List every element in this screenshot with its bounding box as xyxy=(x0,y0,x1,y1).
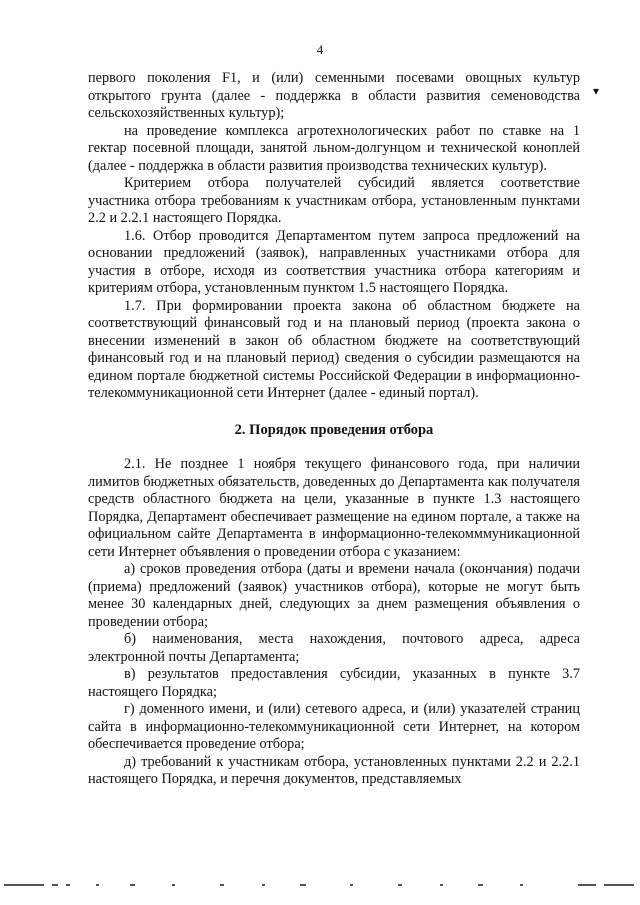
paragraph: 1.7. При формировании проекта закона об областном бюджете на соответствующий финансовый год и на плановый период (проекта закона о внесении изменений в закон об областном бюджете на соответствующий финансовый год и на плановый период) сведения о субсидии размещаются на едином портале бюджетной системы Российской Федерации в информационно-телекоммуникационной сети Интернет (далее - единый портал). xyxy=(88,297,580,401)
paragraph: первого поколения F1, и (или) семенными посевами овощных культур открытого грунта (далее - поддержка в области развития семеноводства сельскохозяйственных культур); xyxy=(88,70,580,121)
page-number: 4 xyxy=(316,42,324,57)
list-item: г) доменного имени, и (или) сетевого адреса, и (или) указателей страниц сайта в информационно-телекоммуникационной сети Интернет, на котором обеспечивается проведение отбора; xyxy=(88,701,580,752)
list-item: а) сроков проведения отбора (даты и времени начала (окончания) подачи (приема) предложений (заявок) участников отбора), которые не могут быть менее 30 календарных дней, следующих за днем размещения объявления о проведении отбора; xyxy=(88,561,580,630)
paragraph: на проведение комплекса агротехнологических работ по ставке на 1 гектар посевной площади, занятой льном-долгунцом и технической коноплей (далее - поддержка в области развития производства технических культур). xyxy=(88,122,580,174)
paragraph: 1.6. Отбор проводится Департаментом путем запроса предложений на основании предложений (заявок), направленных участниками отбора для участия в отборе, исходя из соответствия участника отбора категориям и критериям отбора, установленным пунктом 1.5 настоящего Порядка. xyxy=(88,227,580,296)
paragraph: 2.1. Не позднее 1 ноября текущего финансового года, при наличии лимитов бюджетных обязательств, доведенных до Департамента как получателя средств областного бюджета на цели, указанные в пункте 1.3 настоящего Порядка, Департамент обеспечивает размещение на едином портале, а также на официальном сайте Департамента в информационно-телекомммуникационной сети Интернет объявления о проведении отбора с указанием: xyxy=(88,456,580,560)
scan-artifact-mark: ▾ xyxy=(593,84,600,98)
list-item: д) требований к участникам отбора, установленных пунктами 2.2 и 2.2.1 настоящего Порядка, и перечня документов, представляемых xyxy=(88,753,580,787)
scan-footer-artifact xyxy=(0,884,640,888)
paragraph: Критерием отбора получателей субсидий является соответствие участника отбора требованиям к участникам отбора, установленным пунктами 2.2 и 2.2.1 настоящего Порядка. xyxy=(88,175,580,226)
section-heading: 2. Порядок проведения отбора xyxy=(234,421,434,438)
document-body xyxy=(88,70,580,789)
list-item: б) наименования, места нахождения, почтового адреса, адреса электронной почты Департамента; xyxy=(88,631,580,665)
list-item: в) результатов предоставления субсидии, указанных в пункте 3.7 настоящего Порядка; xyxy=(88,666,580,700)
